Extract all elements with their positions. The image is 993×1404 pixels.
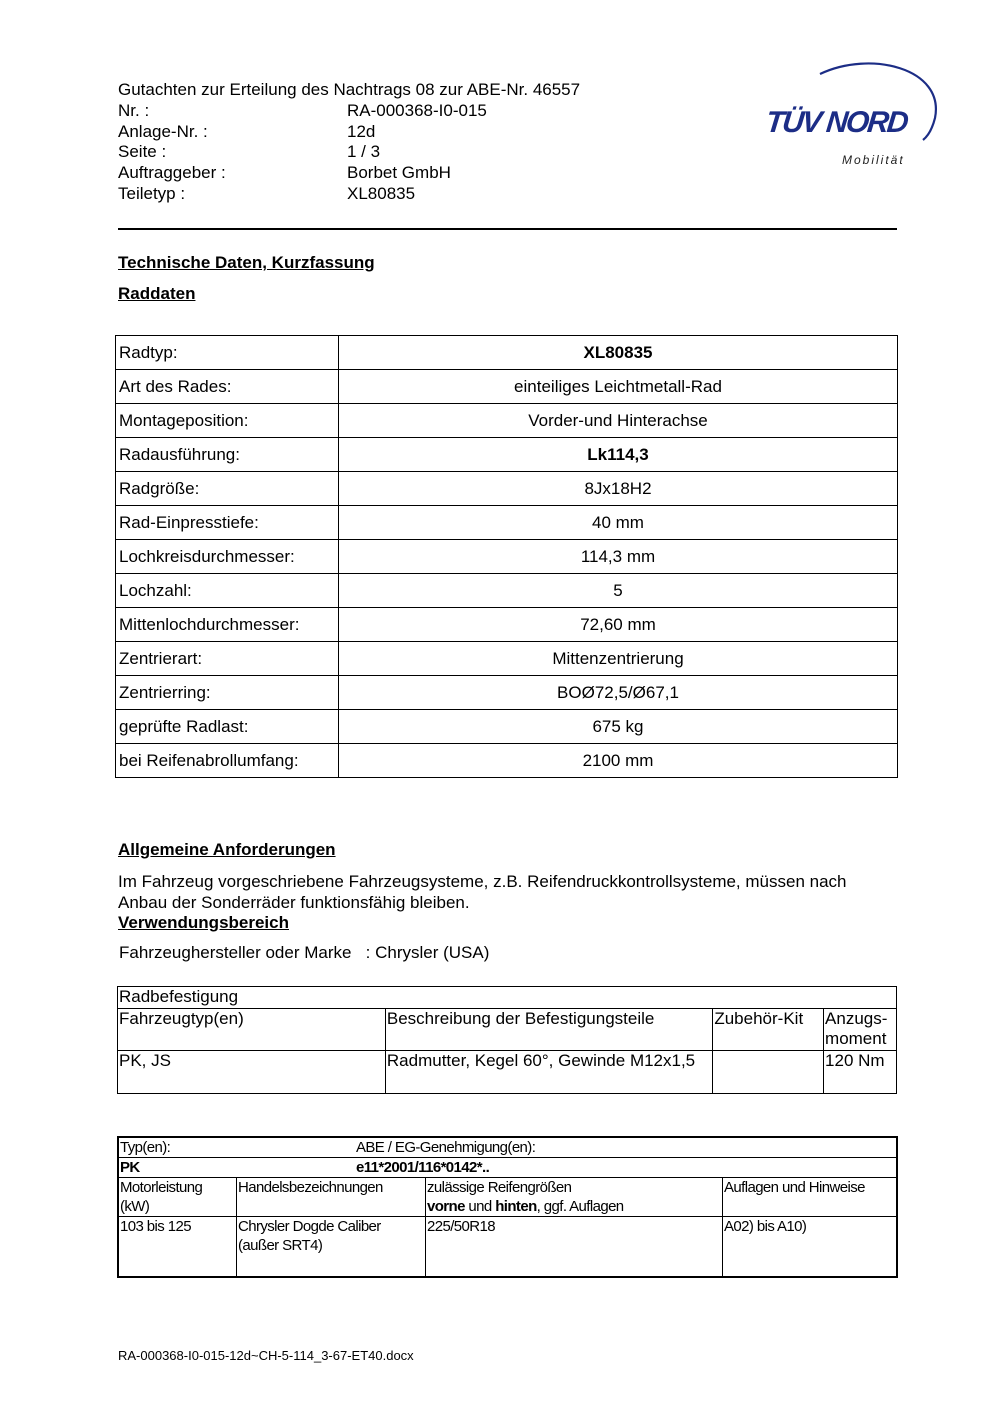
typen-table <box>117 1136 898 1278</box>
header-row-anlage: Anlage-Nr. : 12d <box>118 121 376 141</box>
typen-value-row <box>118 1158 897 1178</box>
typen-cell-auflagen: A02) bis A10) <box>723 1217 898 1278</box>
typen-header-row <box>118 1178 897 1217</box>
raddaten-row <box>116 608 898 642</box>
raddaten-row <box>116 540 898 574</box>
header-row-nr: Nr. : RA-000368-I0-015 <box>118 100 487 120</box>
raddaten-table <box>115 335 898 778</box>
typen-header-motor: Motorleistung (kW) <box>118 1178 237 1217</box>
section-title-anforderungen: Allgemeine Anforderungen <box>118 840 336 859</box>
raddaten-row <box>116 710 898 744</box>
befestigung-title-row <box>118 987 897 1009</box>
section-title-technische-daten: Technische Daten, Kurzfassung <box>118 253 375 272</box>
raddaten-value: 675 kg <box>339 710 898 744</box>
raddaten-row <box>116 642 898 676</box>
typen-header-auflagen: Auflagen und Hinweise <box>723 1178 898 1217</box>
raddaten-row <box>116 574 898 608</box>
usage-sep: : <box>365 943 371 962</box>
usage-label: Fahrzeughersteller oder Marke <box>119 943 352 962</box>
section-subtitle-raddaten: Raddaten <box>118 284 196 303</box>
typen-data-row <box>118 1217 897 1278</box>
usage-line <box>119 943 489 963</box>
befestigung-header-cell: Fahrzeugtyp(en) <box>118 1008 386 1050</box>
raddaten-row <box>116 370 898 404</box>
footer-filename: RA-000368-I0-015-12d~CH-5-114_3-67-ET40.docx <box>118 1348 414 1363</box>
raddaten-key: Zentrierart: <box>116 642 339 676</box>
radbefestigung-table <box>117 986 897 1094</box>
befestigung-cell: PK, JS <box>118 1050 386 1093</box>
abe-value: e11*2001/116*0142*.. <box>356 1159 490 1176</box>
typen-header-reifen: zulässige Reifengrößen vorne und hinten, ggf. Auflagen <box>426 1178 723 1217</box>
befestigung-header-cell: Zubehör-Kit <box>713 1008 824 1050</box>
typen-header-handel: Handelsbezeichnungen <box>237 1178 426 1217</box>
befestigung-cell <box>713 1050 824 1093</box>
raddaten-row <box>116 676 898 710</box>
typen-label-row <box>118 1137 897 1158</box>
raddaten-key: Zentrierring: <box>116 676 339 710</box>
raddaten-key: Radausführung: <box>116 438 339 472</box>
document-header <box>118 80 580 205</box>
raddaten-key: Lochzahl: <box>116 574 339 608</box>
logo-brand: TÜV NORD <box>764 106 909 139</box>
raddaten-value: 114,3 mm <box>339 540 898 574</box>
raddaten-value: BOØ72,5/Ø67,1 <box>339 676 898 710</box>
befestigung-title: Radbefestigung <box>118 987 897 1009</box>
befestigung-data-row <box>118 1050 897 1093</box>
raddaten-value: einteiliges Leichtmetall-Rad <box>339 370 898 404</box>
typen-cell-handel: Chrysler Dogde Caliber (außer SRT4) <box>237 1217 426 1278</box>
befestigung-cell: Radmutter, Kegel 60°, Gewinde M12x1,5 <box>385 1050 712 1093</box>
typ-value: PK <box>120 1159 140 1176</box>
typ-label: Typ(en): <box>120 1139 171 1156</box>
raddaten-key: Montageposition: <box>116 404 339 438</box>
raddaten-key: Mittenlochdurchmesser: <box>116 608 339 642</box>
befestigung-cell: 120 Nm <box>824 1050 897 1093</box>
raddaten-key: Rad-Einpresstiefe: <box>116 506 339 540</box>
befestigung-header-row <box>118 1008 897 1050</box>
raddaten-value: Vorder-und Hinterachse <box>339 404 898 438</box>
raddaten-key: Radgröße: <box>116 472 339 506</box>
befestigung-header-cell: Anzugs-moment <box>824 1008 897 1050</box>
raddaten-key: bei Reifenabrollumfang: <box>116 744 339 778</box>
raddaten-value: 72,60 mm <box>339 608 898 642</box>
raddaten-value: Mittenzentrierung <box>339 642 898 676</box>
raddaten-key: Radtyp: <box>116 336 339 370</box>
abe-label: ABE / EG-Genehmigung(en): <box>356 1139 536 1156</box>
raddaten-key: geprüfte Radlast: <box>116 710 339 744</box>
befestigung-header-cell: Beschreibung der Befestigungsteile <box>385 1008 712 1050</box>
header-title: Gutachten zur Erteilung des Nachtrags 08 zur ABE-Nr. 46557 <box>118 80 581 99</box>
raddaten-row <box>116 336 898 370</box>
tuv-nord-logo <box>760 58 945 173</box>
raddaten-key: Lochkreisdurchmesser: <box>116 540 339 574</box>
raddaten-value: 2100 mm <box>339 744 898 778</box>
typen-label-cell <box>118 1137 897 1158</box>
header-divider <box>118 228 897 230</box>
raddaten-row <box>116 506 898 540</box>
typen-cell-motor: 103 bis 125 <box>118 1217 237 1278</box>
typen-cell-reifen: 225/50R18 <box>426 1217 723 1278</box>
raddaten-value: Lk114,3 <box>339 438 898 472</box>
raddaten-row <box>116 404 898 438</box>
header-row-seite: Seite : 1 / 3 <box>118 142 381 162</box>
header-row-auftraggeber: Auftraggeber : Borbet GmbH <box>118 163 451 183</box>
usage-value: Chrysler (USA) <box>375 943 490 962</box>
raddaten-value: XL80835 <box>339 336 898 370</box>
raddaten-value: 8Jx18H2 <box>339 472 898 506</box>
raddaten-value: 5 <box>339 574 898 608</box>
section-subtitle-verwendungsbereich: Verwendungsbereich <box>118 913 289 932</box>
raddaten-key: Art des Rades: <box>116 370 339 404</box>
raddaten-row <box>116 472 898 506</box>
anforderungen-text: Im Fahrzeug vorgeschriebene Fahrzeugsysteme, z.B. Reifendruckkontrollsysteme, müssen nach Anbau der Sonderräder funktionsfähig bleiben. <box>118 872 847 912</box>
logo-sub: Mobilität <box>842 153 905 167</box>
raddaten-value: 40 mm <box>339 506 898 540</box>
header-row-teiletyp: Teiletyp : XL80835 <box>118 183 416 203</box>
raddaten-row <box>116 438 898 472</box>
raddaten-row <box>116 744 898 778</box>
typen-value-cell <box>118 1158 897 1178</box>
